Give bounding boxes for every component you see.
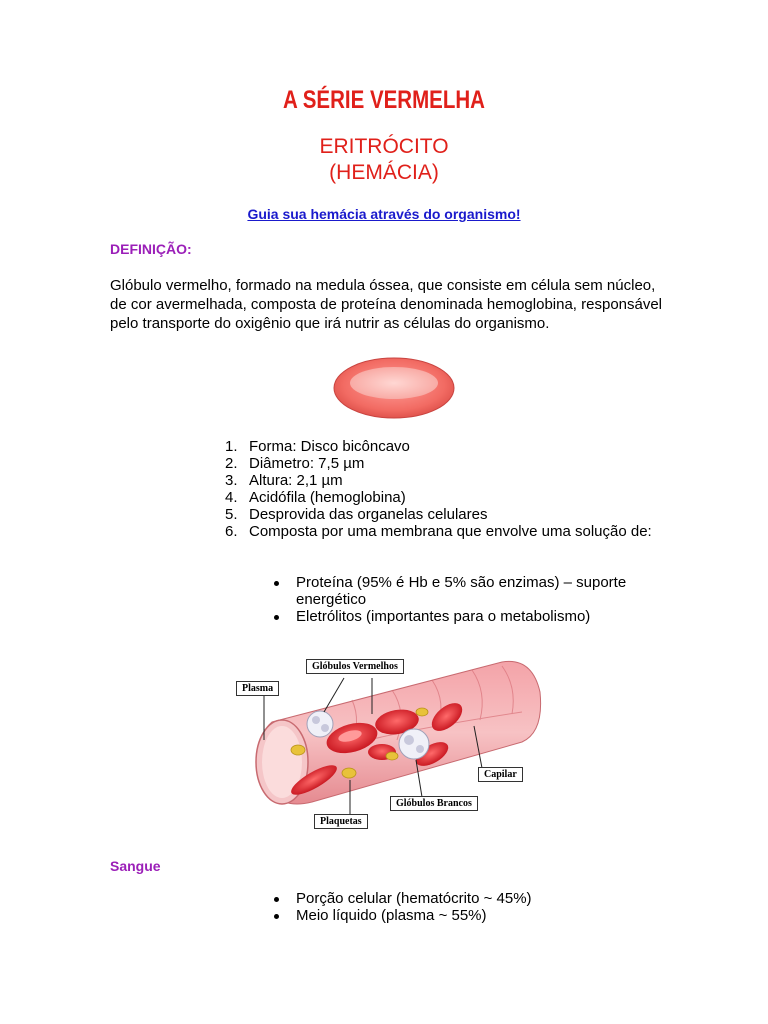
list-item-text: Altura: 2,1 µm: [249, 472, 343, 489]
list-number: 5.: [225, 506, 238, 523]
list-item-text: Forma: Disco bicôncavo: [249, 438, 410, 455]
list-item: [225, 455, 655, 472]
subtitle: [0, 134, 768, 186]
bullet-icon: [274, 897, 279, 902]
list-item: [272, 907, 672, 924]
properties-list: [225, 438, 655, 540]
label-plaquetas: Plaquetas: [314, 814, 368, 829]
list-item: [225, 489, 655, 506]
definition-heading: DEFINIÇÃO:: [110, 241, 192, 257]
list-item-text: Eletrólitos (importantes para o metabolismo): [296, 608, 591, 625]
list-number: 4.: [225, 489, 238, 506]
list-item: [225, 506, 655, 523]
list-item-text: Acidófila (hemoglobina): [249, 489, 406, 506]
list-item-text: Meio líquido (plasma ~ 55%): [296, 907, 487, 924]
label-globulos-vermelhos: Glóbulos Vermelhos: [306, 659, 404, 674]
label-globulos-brancos: Glóbulos Brancos: [390, 796, 478, 811]
list-item-text: Proteína (95% é Hb e 5% são enzimas) – suporte energético: [296, 574, 627, 608]
list-item: [225, 438, 655, 455]
list-number: 3.: [225, 472, 238, 489]
list-item: [272, 574, 672, 608]
list-item: [225, 472, 655, 489]
blood-heading: Sangue: [110, 858, 161, 874]
definition-text: Glóbulo vermelho, formado na medula óssea, que consiste em célula sem núcleo, de cor avermelhada, composta de proteína denominada hemoglobina, responsável pelo transporte do oxigênio que irá nutrir as células do organismo.: [110, 277, 663, 332]
solution-list: [272, 574, 672, 625]
list-number: 6.: [225, 523, 238, 540]
list-item-text: Desprovida das organelas celulares: [249, 506, 488, 523]
blood-list: [272, 890, 672, 924]
red-blood-cell-illustration: [330, 352, 458, 424]
list-item-text: Composta por uma membrana que envolve uma solução de:: [249, 523, 652, 540]
label-capilar: Capilar: [478, 767, 523, 782]
subtitle-line-2: (HEMÁCIA): [329, 161, 439, 184]
list-number: 1.: [225, 438, 238, 455]
bullet-icon: [274, 581, 279, 586]
bullet-icon: [274, 914, 279, 919]
list-item: [272, 890, 672, 907]
subtitle-line-1: ERITRÓCITO: [319, 135, 449, 158]
list-item-text: Porção celular (hematócrito ~ 45%): [296, 890, 532, 907]
blood-vessel-diagram: [232, 652, 548, 832]
list-item: [225, 523, 655, 540]
list-number: 2.: [225, 455, 238, 472]
bullet-icon: [274, 615, 279, 620]
guide-link[interactable]: Guia sua hemácia através do organismo!: [247, 206, 521, 222]
page-title: A SÉRIE VERMELHA: [282, 86, 485, 114]
list-item-text: Diâmetro: 7,5 µm: [249, 455, 365, 472]
list-item: [272, 608, 672, 625]
label-plasma: Plasma: [236, 681, 279, 696]
